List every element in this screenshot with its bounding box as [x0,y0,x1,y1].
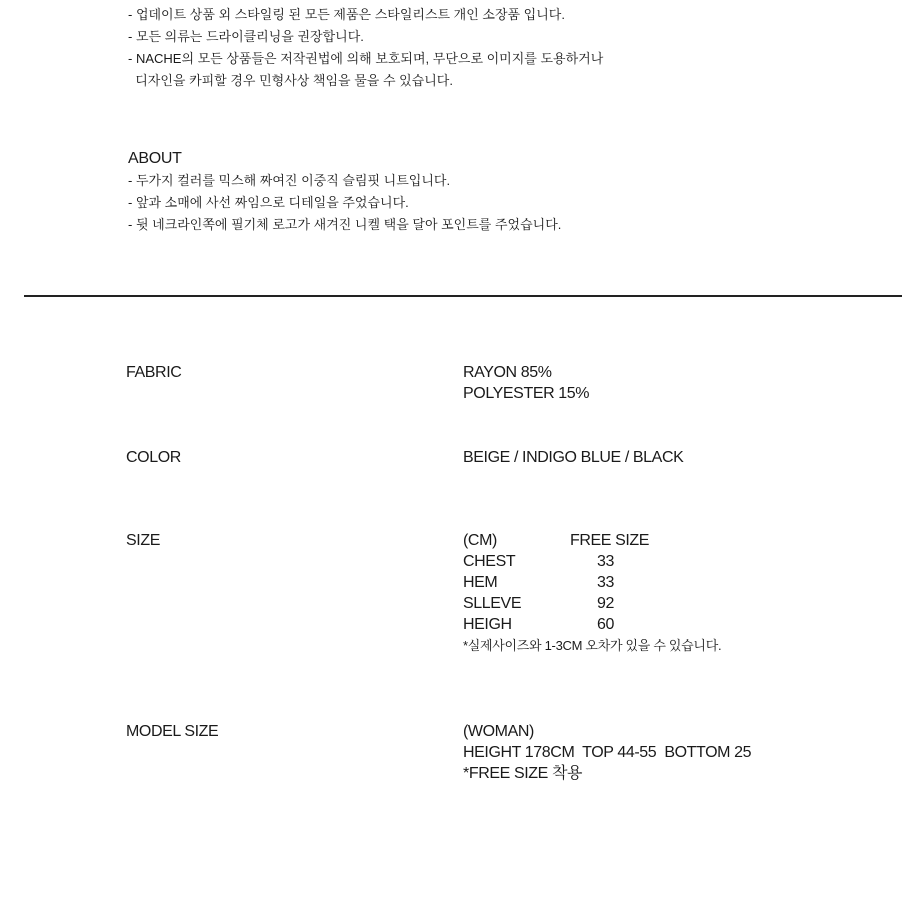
model-size-value [463,721,751,784]
model-line: (WOMAN) [463,723,534,740]
size-row-name: HEM [463,574,498,591]
size-row-name: SLLEVE [463,595,522,612]
size-row-value: 92 [597,595,614,612]
notice-line: - NACHE의 모든 상품들은 저작권법에 의해 보호되며, 무단으로 이미지를 도용하거나 [128,51,604,66]
size-table [463,530,721,656]
size-header: FREE SIZE [570,532,650,549]
size-header-row [463,530,721,551]
model-size-label: MODEL SIZE [126,723,219,740]
section-divider [24,295,902,297]
size-label: SIZE [126,532,160,549]
size-row [463,614,721,635]
size-row-name: HEIGH [463,616,512,633]
about-section [128,148,561,236]
model-line: *FREE SIZE 착용 [463,765,583,782]
size-row [463,593,721,614]
size-row-value: 33 [597,553,614,570]
fabric-label: FABRIC [126,364,182,381]
fabric-value [463,362,589,404]
about-line: - 뒷 네크라인쪽에 필기체 로고가 새겨진 니켈 택을 달아 포인트를 주었습니다. [128,217,562,232]
size-row-value: 33 [597,574,614,591]
notice-section [128,4,603,92]
notice-line: - 업데이트 상품 외 스타일링 된 모든 제품은 스타일리스트 개인 소장품 입니다. [128,7,565,22]
fabric-line: RAYON 85% [463,364,552,381]
about-line: - 두가지 컬러를 믹스해 짜여진 이중직 슬림핏 니트입니다. [128,173,451,188]
about-line: - 앞과 소매에 사선 짜임으로 디테일을 주었습니다. [128,195,409,210]
size-note: *실제사이즈와 1-3CM 오차가 있을 수 있습니다. [463,638,722,653]
notice-line: 디자인을 카피할 경우 민형사상 책임을 물을 수 있습니다. [128,73,453,88]
color-value: BEIGE / INDIGO BLUE / BLACK [463,449,684,466]
fabric-line: POLYESTER 15% [463,385,590,402]
size-row [463,572,721,593]
size-row-name: CHEST [463,553,516,570]
model-line: HEIGHT 178CM TOP 44-55 BOTTOM 25 [463,744,752,761]
size-row-value: 60 [597,616,614,633]
notice-line: - 모든 의류는 드라이클리닝을 권장합니다. [128,29,364,44]
size-row [463,551,721,572]
size-unit: (CM) [463,532,497,549]
about-title: ABOUT [128,150,182,167]
color-label: COLOR [126,449,181,466]
